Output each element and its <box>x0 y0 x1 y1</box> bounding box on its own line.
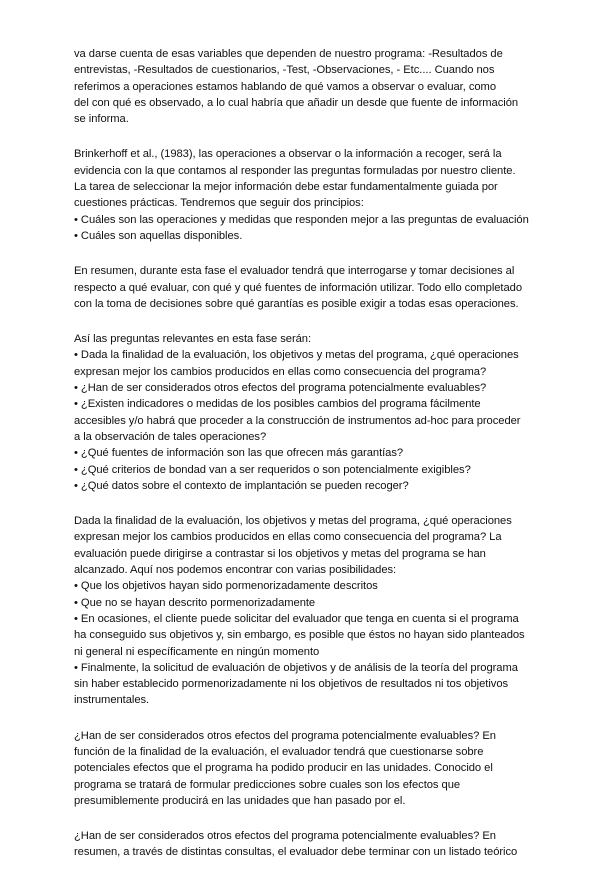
bullet-item: • Cuáles son las operaciones y medidas que responden mejor a las preguntas de evaluación <box>74 213 529 226</box>
paragraph-brinkerhoff <box>74 146 534 244</box>
text-line: ¿Han de ser considerados otros efectos del programa potencialmente evaluables? En <box>74 729 496 742</box>
paragraph-finalidad <box>74 513 534 709</box>
text-line: ni general ni específicamente en ningún momento <box>74 645 320 658</box>
text-line: sin haber establecido pormenorizadamente ni los objetivos de resultados ni tos objetivos <box>74 678 509 691</box>
text-line: programa se tratará de formular predicciones sobre cuales son los efectos que <box>74 778 461 791</box>
text-line: función de la finalidad de la evaluación, el evaluador tendrá que cuestionarse sobre <box>74 745 484 758</box>
document-page <box>74 46 534 880</box>
paragraph-preguntas <box>74 331 534 494</box>
text-line: con la toma de decisiones sobre qué garantías es posible exigir a todas esas operaciones. <box>74 297 519 310</box>
text-line: resumen, a través de distintas consultas, el evaluador debe terminar con un listado teórico <box>74 846 518 859</box>
text-line: va darse cuenta de esas variables que dependen de nuestro programa: -Resultados de <box>74 48 503 60</box>
text-line: cuestiones prácticas. Tendremos que seguir dos principios: <box>74 197 364 210</box>
bullet-item: • ¿Qué criterios de bondad van a ser requeridos o son potencialmente exigibles? <box>74 463 471 476</box>
text-line: Brinkerhoff et al., (1983), las operaciones a observar o la información a recoger, será la <box>74 148 502 161</box>
bullet-item: • Cuáles son aquellas disponibles. <box>74 229 243 242</box>
text-line: potenciales efectos que el programa ha podido producir en las unidades. Conocido el <box>74 762 493 775</box>
text-line: ha conseguido sus objetivos y, sin embargo, es posible que éstos no hayan sido planteados <box>74 629 525 642</box>
bullet-item: • ¿Existen indicadores o medidas de los posibles cambios del programa fácilmente <box>74 398 481 411</box>
text-line: respecto a qué evaluar, con qué y qué fuentes de información utilizar. Todo ello completado <box>74 281 523 294</box>
text-line: evidencia con la que contamos al responder las preguntas formuladas por nuestro cliente. <box>74 164 516 177</box>
bullet-item: • En ocasiones, el cliente puede solicitar del evaluador que tenga en cuenta si el programa <box>74 612 519 625</box>
text-line: entrevistas, -Resultados de cuestionarios, -Test, -Observaciones, - Etc.... Cuando nos <box>74 64 495 77</box>
text-line: En resumen, durante esta fase el evaluador tendrá que interrogarse y tomar decisiones al <box>74 265 515 278</box>
bullet-item: • Que no se hayan descrito pormenorizadamente <box>74 596 316 609</box>
text-line: Así las preguntas relevantes en esta fase serán: <box>74 333 312 346</box>
text-line: La tarea de seleccionar la mejor información debe estar fundamentalmente guiada por <box>74 181 498 194</box>
text-line: a la observación de tales operaciones? <box>74 430 267 443</box>
paragraph-variables <box>74 46 534 127</box>
text-line: referimos a operaciones estamos hablando de qué vamos a observar o evaluar, como <box>74 80 496 93</box>
text-line: del con qué es observado, a lo cual habría que añadir un desde que fuente de información <box>74 96 519 109</box>
text-line: presumiblemente producirá en las unidades que han pasado por el. <box>74 794 406 807</box>
paragraph-otros-efectos <box>74 728 534 809</box>
bullet-item: • Que los objetivos hayan sido pormenorizadamente descritos <box>74 580 378 593</box>
paragraph-listado <box>74 828 534 861</box>
text-line: accesibles y/o habrá que proceder a la construcción de instrumentos ad-hoc para proceder <box>74 414 521 427</box>
text-line: alcanzado. Aquí nos podemos encontrar con varias posibilidades: <box>74 564 397 577</box>
text-line: se informa. <box>74 113 129 126</box>
text-line: instrumentales. <box>74 694 150 707</box>
bullet-item: • ¿Qué datos sobre el contexto de implantación se pueden recoger? <box>74 479 409 492</box>
bullet-item: • Dada la finalidad de la evaluación, los objetivos y metas del programa, ¿qué operaciones <box>74 349 519 362</box>
bullet-item: • ¿Qué fuentes de información son las que ofrecen más garantías? <box>74 447 404 460</box>
text-line: Dada la finalidad de la evaluación, los objetivos y metas del programa, ¿qué operaciones <box>74 515 512 528</box>
paragraph-resumen <box>74 263 534 312</box>
text-line: expresan mejor los cambios producidos en ellas como consecuencia del programa? <box>74 365 487 378</box>
bullet-item: • ¿Han de ser considerados otros efectos del programa potencialmente evaluables? <box>74 382 487 395</box>
text-line: expresan mejor los cambios producidos en ellas como consecuencia del programa? La <box>74 531 502 544</box>
text-line: ¿Han de ser considerados otros efectos del programa potencialmente evaluables? En <box>74 830 496 843</box>
text-line: evaluación puede dirigirse a contrastar si los objetivos y metas del programa se han <box>74 547 486 560</box>
bullet-item: • Finalmente, la solicitud de evaluación de objetivos y de análisis de la teoría del programa <box>74 661 518 674</box>
